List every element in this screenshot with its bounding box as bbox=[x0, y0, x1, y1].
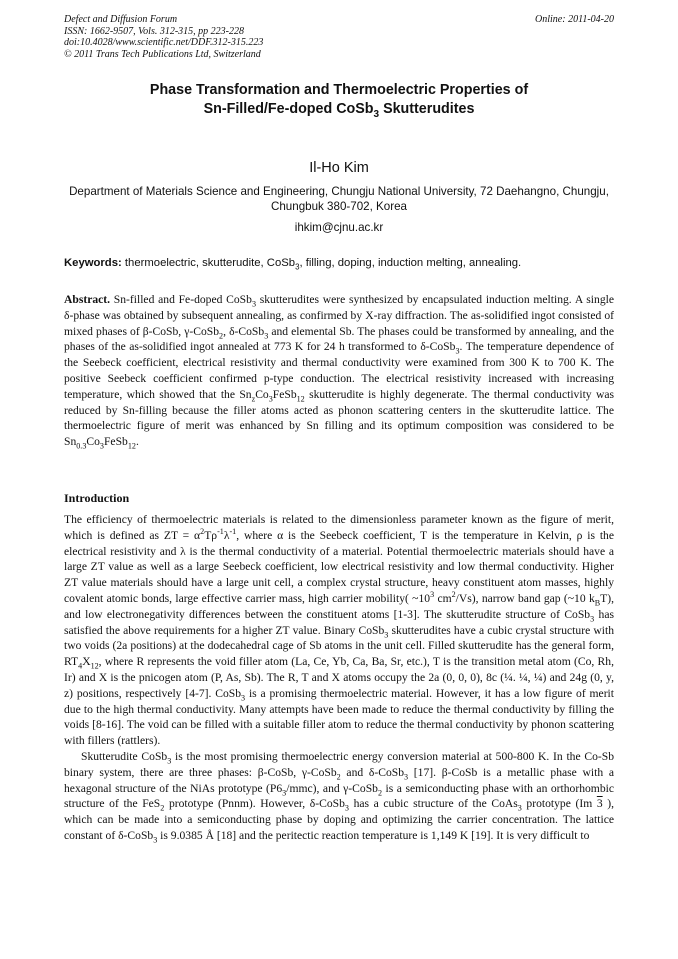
subscript: 3 bbox=[384, 629, 389, 639]
intro-paragraph-2 bbox=[64, 749, 614, 844]
title-line-2 bbox=[40, 100, 638, 119]
intro-text: has a cubic structure of the CoAs bbox=[348, 797, 518, 811]
superscript: 2 bbox=[200, 526, 205, 536]
abstract-text: Co bbox=[255, 387, 269, 401]
subscript: 2 bbox=[377, 787, 382, 797]
subscript: 4 bbox=[78, 661, 83, 671]
intro-text: is 9.0385 Å [18] and the peritectic reaction temperature is 1,149 K [19]. It is very difficult to bbox=[157, 828, 590, 842]
keywords-text-end: , filling, doping, induction melting, annealing. bbox=[299, 257, 522, 269]
intro-text: skutterudites have a cubic crystal structure with two voids (2a positions) at the dodecahedral cage of Sb atoms in the unit cell. Filled skutterudite has the general form, RT bbox=[64, 623, 614, 669]
intro-text: Skutterudite CoSb bbox=[81, 749, 168, 763]
superscript: -1 bbox=[229, 526, 237, 536]
keywords-text: thermoelectric, skutterudite, CoSb bbox=[121, 257, 296, 269]
keywords bbox=[64, 256, 614, 270]
subscript: B bbox=[594, 598, 601, 608]
subscript: 3 bbox=[282, 787, 287, 797]
intro-text: is the most promising thermoelectric energy conversion material at 500-800 K. In the Co-Sb binary system, there are three phases: β-CoSb, γ-CoSb bbox=[64, 749, 614, 779]
subscript: z bbox=[251, 394, 256, 404]
abstract-text: , δ-CoSb bbox=[223, 324, 265, 338]
abstract-text: . bbox=[135, 435, 139, 449]
overbar-three: 3 bbox=[596, 797, 603, 811]
copyright-line: © 2011 Trans Tech Publications Ltd, Switzerland bbox=[64, 48, 261, 60]
subscript: 12 bbox=[90, 661, 99, 671]
intro-text: Tρ bbox=[204, 528, 218, 542]
keywords-label: Keywords: bbox=[64, 257, 122, 269]
subscript: 3 bbox=[241, 693, 246, 703]
superscript: 3 bbox=[430, 590, 435, 600]
abstract-text: skutterudites were synthesized by encapsulated induction melting. A single δ-phase was obtained by subsequent annealing, as confirmed by X-ray diffraction. The as-solidified ingot consisted of mixed phases of β-CoSb, γ-CoSb bbox=[64, 293, 614, 338]
issn-line: ISSN: 1662-9507, Vols. 312-315, pp 223-228 bbox=[64, 25, 244, 37]
affiliation: Department of Materials Science and Engineering, Chungju National University, 72 Daehangno, Chungju, Chungbuk 380-702, Korea bbox=[69, 185, 609, 213]
intro-text: , where R represents the void filler atom (La, Ce, Yb, Ca, Ba, Sr, etc.), T is the transition metal atom (Co, Rh, Ir) and X is the pnicogen atom (P, As, Sb). The R, T and X atoms occupy the 2a (0, 0, 0), 8c (¼. ¼, ¼) and 24g (0, y, z) positions, respectively [4-7]. CoSb bbox=[64, 655, 614, 700]
keywords-subscript: 3 bbox=[295, 262, 300, 272]
abstract-label: Abstract. bbox=[64, 293, 111, 306]
author-email: ihkim@cjnu.ac.kr bbox=[294, 221, 384, 234]
subscript: 2 bbox=[219, 330, 224, 340]
doi-line: doi:10.4028/www.scientific.net/DDF.312-315.223 bbox=[64, 37, 264, 48]
abstract-text: Sn-filled and Fe-doped CoSb bbox=[110, 293, 252, 306]
subscript: 3 bbox=[167, 756, 172, 766]
intro-text: /mmc), and γ-CoSb bbox=[286, 781, 378, 795]
paper-title bbox=[40, 81, 638, 119]
journal-header bbox=[64, 14, 263, 60]
subscript: 3 bbox=[264, 330, 269, 340]
intro-text: cm bbox=[434, 591, 452, 605]
intro-paragraph-1 bbox=[64, 512, 614, 749]
journal-name: Defect and Diffusion Forum bbox=[64, 14, 178, 25]
subscript: 2 bbox=[160, 803, 165, 813]
subscript: 12 bbox=[127, 441, 136, 451]
superscript: 2 bbox=[451, 590, 456, 600]
online-date: Online: 2011-04-20 bbox=[535, 14, 614, 25]
intro-text: λ bbox=[223, 528, 230, 542]
intro-text: ), which can be made into a semiconducting phase by doping and optimizing the carrier concentration. The lattice constant of δ-CoSb bbox=[64, 797, 614, 842]
abstract-text: . The temperature dependence of the Seebeck coefficient, electrical resistivity and thermal conductivity were examined from 300 K to 700 K. The positive Seebeck coefficient confirmed p-type conduction. The electrical resistivity increased with increasing temperature, which showed that the Sn bbox=[64, 340, 614, 401]
subscript: 3 bbox=[251, 299, 256, 309]
subscript: 3 bbox=[404, 772, 409, 782]
intro-text: The efficiency of thermoelectric materials is related to the dimensionless parameter known as the figure of merit, which is defined as ZT = α bbox=[64, 513, 614, 542]
section-heading-introduction: Introduction bbox=[64, 491, 130, 505]
title-text-end: Skutterudites bbox=[379, 101, 475, 117]
abstract-text: and elemental Sb. The phases could be transformed by annealing, and the phases of the as-solidified ingot annealed at 773 K for 24 h transformed to δ-CoSb bbox=[64, 324, 614, 354]
title-text: Sn-Filled/Fe-doped CoSb bbox=[203, 101, 374, 117]
intro-text: [17]. β-CoSb is a metallic phase with a hexagonal structure of the NiAs prototype (P6 bbox=[64, 765, 615, 795]
subscript: 3 bbox=[153, 835, 158, 845]
intro-text: , where α is the Seebeck coefficient, T is the temperature in Kelvin, ρ is the electrical resistivity and λ is the thermal conductivity of a material. Potential thermoelectric materials should have a large ZT value as well as a large Seebeck coefficient, low electrical resistivity and low thermal conductivity. Higher ZT value materials should have a large unit cell, a complex crystal structure, heavy constituent atom masses, highly covalent atomic bonds, large effective carrier mass, high carrier mobility( ~10 bbox=[64, 528, 614, 605]
abstract-text: FeSb bbox=[103, 435, 128, 449]
introduction-section bbox=[64, 512, 614, 844]
author-name: Il-Ho Kim bbox=[309, 160, 369, 176]
subscript: 3 bbox=[517, 803, 522, 813]
title-subscript: 3 bbox=[373, 108, 380, 120]
title-line-1: Phase Transformation and Thermoelectric Properties of bbox=[149, 82, 529, 98]
subscript: 12 bbox=[296, 394, 305, 404]
intro-text: has satisfied the above requirements for a higher ZT value. Binary CoSb bbox=[64, 607, 614, 637]
subscript: 3 bbox=[590, 614, 595, 624]
abstract bbox=[64, 292, 614, 450]
intro-text: is a promising thermoelectric material. However, it has a low figure of merit due to the high thermal conductivity. Many attempts have been made to reduce the thermal conductivity by filling the voids [8-16]. The void can be filled with a suitable filler atom to reduce the thermal conductivity by phonon scattering with fillers (rattlers). bbox=[64, 686, 614, 748]
subscript: 3 bbox=[268, 394, 273, 404]
abstract-text: skutterudite is highly degenerate. The thermal conductivity was reduced by Sn-filling because the filler atoms acted as phonon scattering centers in the skutterudite lattice. The thermoelectric figure of merit was enhanced by Sn filling and its optimum composition was considered to be Sn bbox=[64, 387, 614, 449]
intro-text: and δ-CoSb bbox=[340, 765, 404, 779]
intro-text: prototype (Pnnm). However, δ-CoSb bbox=[164, 797, 345, 811]
abstract-text: Co bbox=[86, 435, 100, 449]
intro-text: is a semiconducting phase with an orthorhombic structure of the FeS bbox=[64, 781, 614, 811]
subscript: 3 bbox=[455, 346, 460, 356]
subscript: 2 bbox=[336, 772, 341, 782]
intro-text: T), and low electronegativity differences between the constituent atoms [1-3]. The skutterudite structure of CoSb bbox=[64, 591, 615, 621]
subscript: 3 bbox=[99, 441, 104, 451]
subscript: 0.3 bbox=[76, 441, 87, 451]
intro-text: /Vs), narrow band gap (~10 k bbox=[455, 591, 595, 605]
superscript: -1 bbox=[217, 526, 224, 536]
subscript: 3 bbox=[344, 803, 349, 813]
intro-text: X bbox=[82, 655, 91, 669]
abstract-text: FeSb bbox=[272, 387, 297, 401]
intro-text: prototype (Im bbox=[521, 797, 597, 811]
